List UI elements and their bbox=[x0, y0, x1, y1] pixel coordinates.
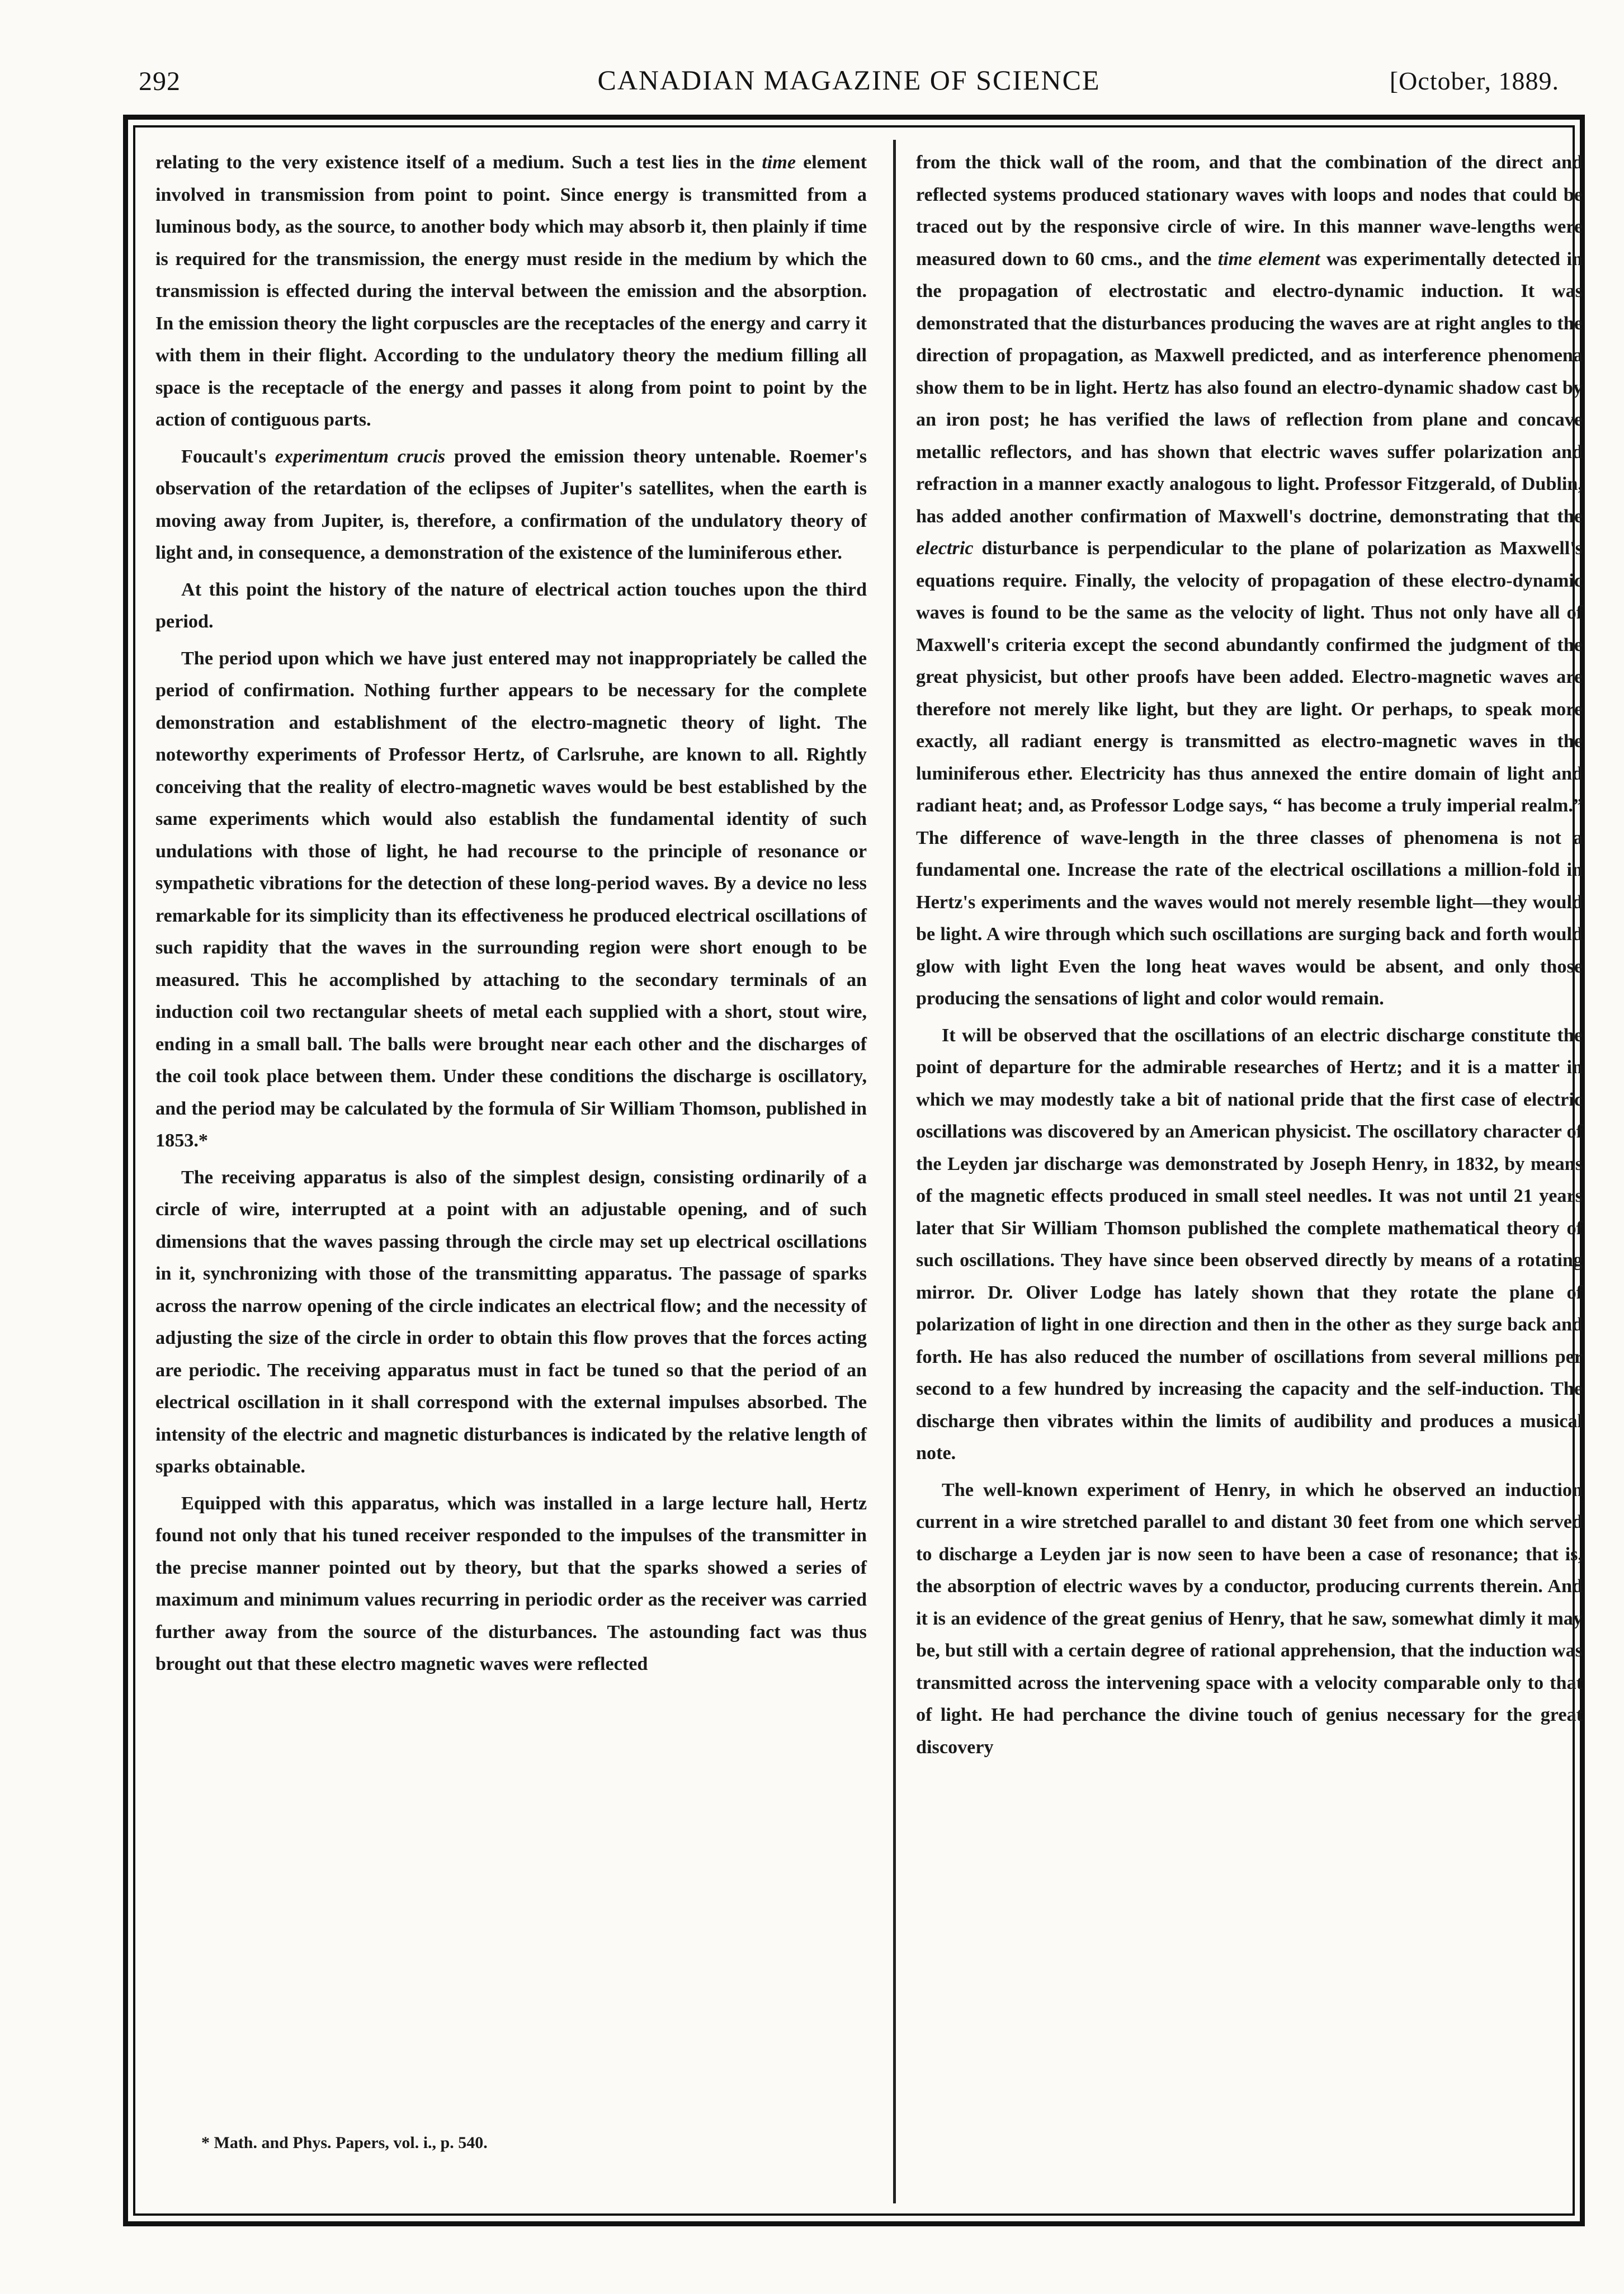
paragraph: Equipped with this apparatus, which was installed in a large lecture hall, Hertz found not only that his tuned receiver responded to the impulses of the transmitter in the precise manner pointed out by theory, but that the sparks showed a series of maximum and minimum values recurring in periodic order as the receiver was carried further away from the source of the disturbances. The astounding fact was thus brought out that these electro magnetic waves were reflected bbox=[155, 1493, 867, 1674]
paragraph: relating to the very existence itself of a medium. Such a test lies in the time element involved in transmission from point to point. Since energy is transmitted from a luminous body, as the source, to another body which may absorb it, then plainly if time is required for the transmission, the energy must reside in the medium by which the transmission is effected during the interval between the emission and the absorption. In the emission theory the light corpuscles are the receptacles of the energy and carry it with them in their flight. According to the undulatory theory the medium filling all space is the receptacle of the energy and passes it along from point to point by the action of contiguous parts. bbox=[155, 152, 867, 430]
page-number: 292 bbox=[139, 67, 181, 96]
paragraph: from the thick wall of the room, and that the combination of the direct and reflected systems produced stationary waves with loops and nodes that could be traced out by the responsive circle of wire. In this manner wave-lengths were measured down to 60 cms., and the time element was experimentally detected in the propagation of electrostatic and electro-dynamic induction. It was demonstrated that the disturbances producing the waves are at right angles to the direction of propagation, as Maxwell predicted, and as interference phenomena show them to be in light. Hertz has also found an electro-dynamic shadow cast by an iron post; he has verified the laws of reflection from plane and concave metallic reflectors, and has shown that electric waves suffer polarization and refraction in a manner exactly analogous to light. Professor Fitzgerald, of Dublin, has added another confirmation of Maxwell's doctrine, demonstrating that the electric disturbance is perpendicular to the plane of polarization as Maxwell's equations require. Finally, the velocity of propagation of these electro-dynamic waves is found to be the same as the velocity of light. Thus not only have all of Maxwell's criteria except the second abundantly confirmed the judgment of the great physicist, but other proofs have been added. Electro-magnetic waves are therefore not merely like light, but they are light. Or perhaps, to speak more exactly, all radiant energy is transmitted as electro-magnetic waves in the luminiferous ether. Electricity has thus annexed the entire domain of light and radiant heat; and, as Professor Lodge says, “ has become a truly imperial realm.” The difference of wave-length in the three classes of phenomena is not a fundamental one. Increase the rate of the electrical oscillations a million-fold in Hertz's experiments and the waves would not merely resemble light—they would be light. A wire through which such oscillations are surging back and forth would glow with light Even the long heat waves would be absent, and only those producing the sensations of light and color would remain. bbox=[916, 152, 1583, 1009]
paragraph: The receiving apparatus is also of the simplest design, consisting ordinarily of a circle of wire, interrupted at a point with an adjustable opening, and of such dimensions that the waves passing through the circle may set up electrical oscillations in it, synchronizing with those of the transmitting apparatus. The passage of sparks across the narrow opening of the circle indicates an electrical flow; and the necessity of adjusting the size of the circle in order to obtain this flow proves that the forces acting are periodic. The receiving apparatus must in fact be tuned so that the period of an electrical oscillation in it shall correspond with the external impulses absorbed. The intensity of the electric and magnetic disturbances is indicated by the relative length of sparks obtainable. bbox=[155, 1167, 867, 1477]
right-column bbox=[916, 147, 1583, 1768]
paragraph: At this point the history of the nature of electrical action touches upon the third period. bbox=[155, 579, 867, 632]
paragraph: The well-known experiment of Henry, in which he observed an induction current in a wire stretched parallel to and distant 30 feet from one which served to discharge a Leyden jar is now seen to have been a case of resonance; that is, the absorption of electric waves by a conductor, producing currents therein. And it is an evidence of the great genius of Henry, that he saw, somewhat dimly it may be, but still with a certain degree of rational apprehension, that the induction was transmitted across the intervening space with a velocity comparable only to that of light. He had perchance the divine touch of genius necessary for the great discovery bbox=[916, 1479, 1583, 1758]
running-header bbox=[139, 62, 1559, 106]
paragraph: Foucault's experimentum crucis proved the emission theory untenable. Roemer's observation of the retardation of the eclipses of Jupiter's satellites, when the earth is moving away from Jupiter, is, therefore, a confirmation of the undulatory theory of light and, in consequence, a demonstration of the existence of the luminiferous ether. bbox=[155, 446, 867, 563]
issue-date: [October, 1889. bbox=[1389, 67, 1559, 95]
left-column bbox=[155, 147, 867, 1685]
paragraph: The period upon which we have just entered may not inappropriately be called the period of confirmation. Nothing further appears to be necessary for the complete demonstration and establishment of the electro-magnetic theory of light. The noteworthy experiments of Professor Hertz, of Carlsruhe, are known to all. Rightly conceiving that the reality of electro-magnetic waves would be best established by the same experiments which would also establish the fundamental identity of such undulations with those of light, he had recourse to the principle of resonance or sympathetic vibrations for the detection of these long-period waves. By a device no less remarkable for its simplicity than its effectiveness he produced electrical oscillations of such rapidity that the waves in the surrounding region were short enough to be measured. This he accomplished by attaching to the secondary terminals of an induction coil two rectangular sheets of metal each supplied with a short, stout wire, ending in a small ball. The balls were brought near each other and the discharges of the coil took place between them. Under these conditions the discharge is oscillatory, and the period may be calculated by the formula of Sir William Thomson, published in 1853.* bbox=[155, 648, 867, 1151]
paragraph: It will be observed that the oscillations of an electric discharge constitute the point of departure for the admirable researches of Hertz; and it is a matter in which we may modestly take a bit of national pride that the first case of electric oscillations was discovered by an American physicist. The oscillatory character of the Leyden jar discharge was demonstrated by Joseph Henry, in 1832, by means of the magnetic effects produced in small steel needles. It was not until 21 years later that Sir William Thomson published the complete mathematical theory of such oscillations. They have since been observed directly by means of a rotating mirror. Dr. Oliver Lodge has lately shown that they rotate the plane of polarization of light in one direction and then in the other as they surge back and forth. He has also reduced the number of oscillations from several millions per second to a few hundred by increasing the capacity and the self-induction. The discharge then vibrates within the limits of audibility and produces a musical note. bbox=[916, 1025, 1583, 1464]
footnote: * Math. and Phys. Papers, vol. i., p. 540. bbox=[201, 2133, 488, 2152]
journal-title: CANADIAN MAGAZINE OF SCIENCE bbox=[597, 64, 1101, 96]
column-divider bbox=[893, 140, 896, 2203]
